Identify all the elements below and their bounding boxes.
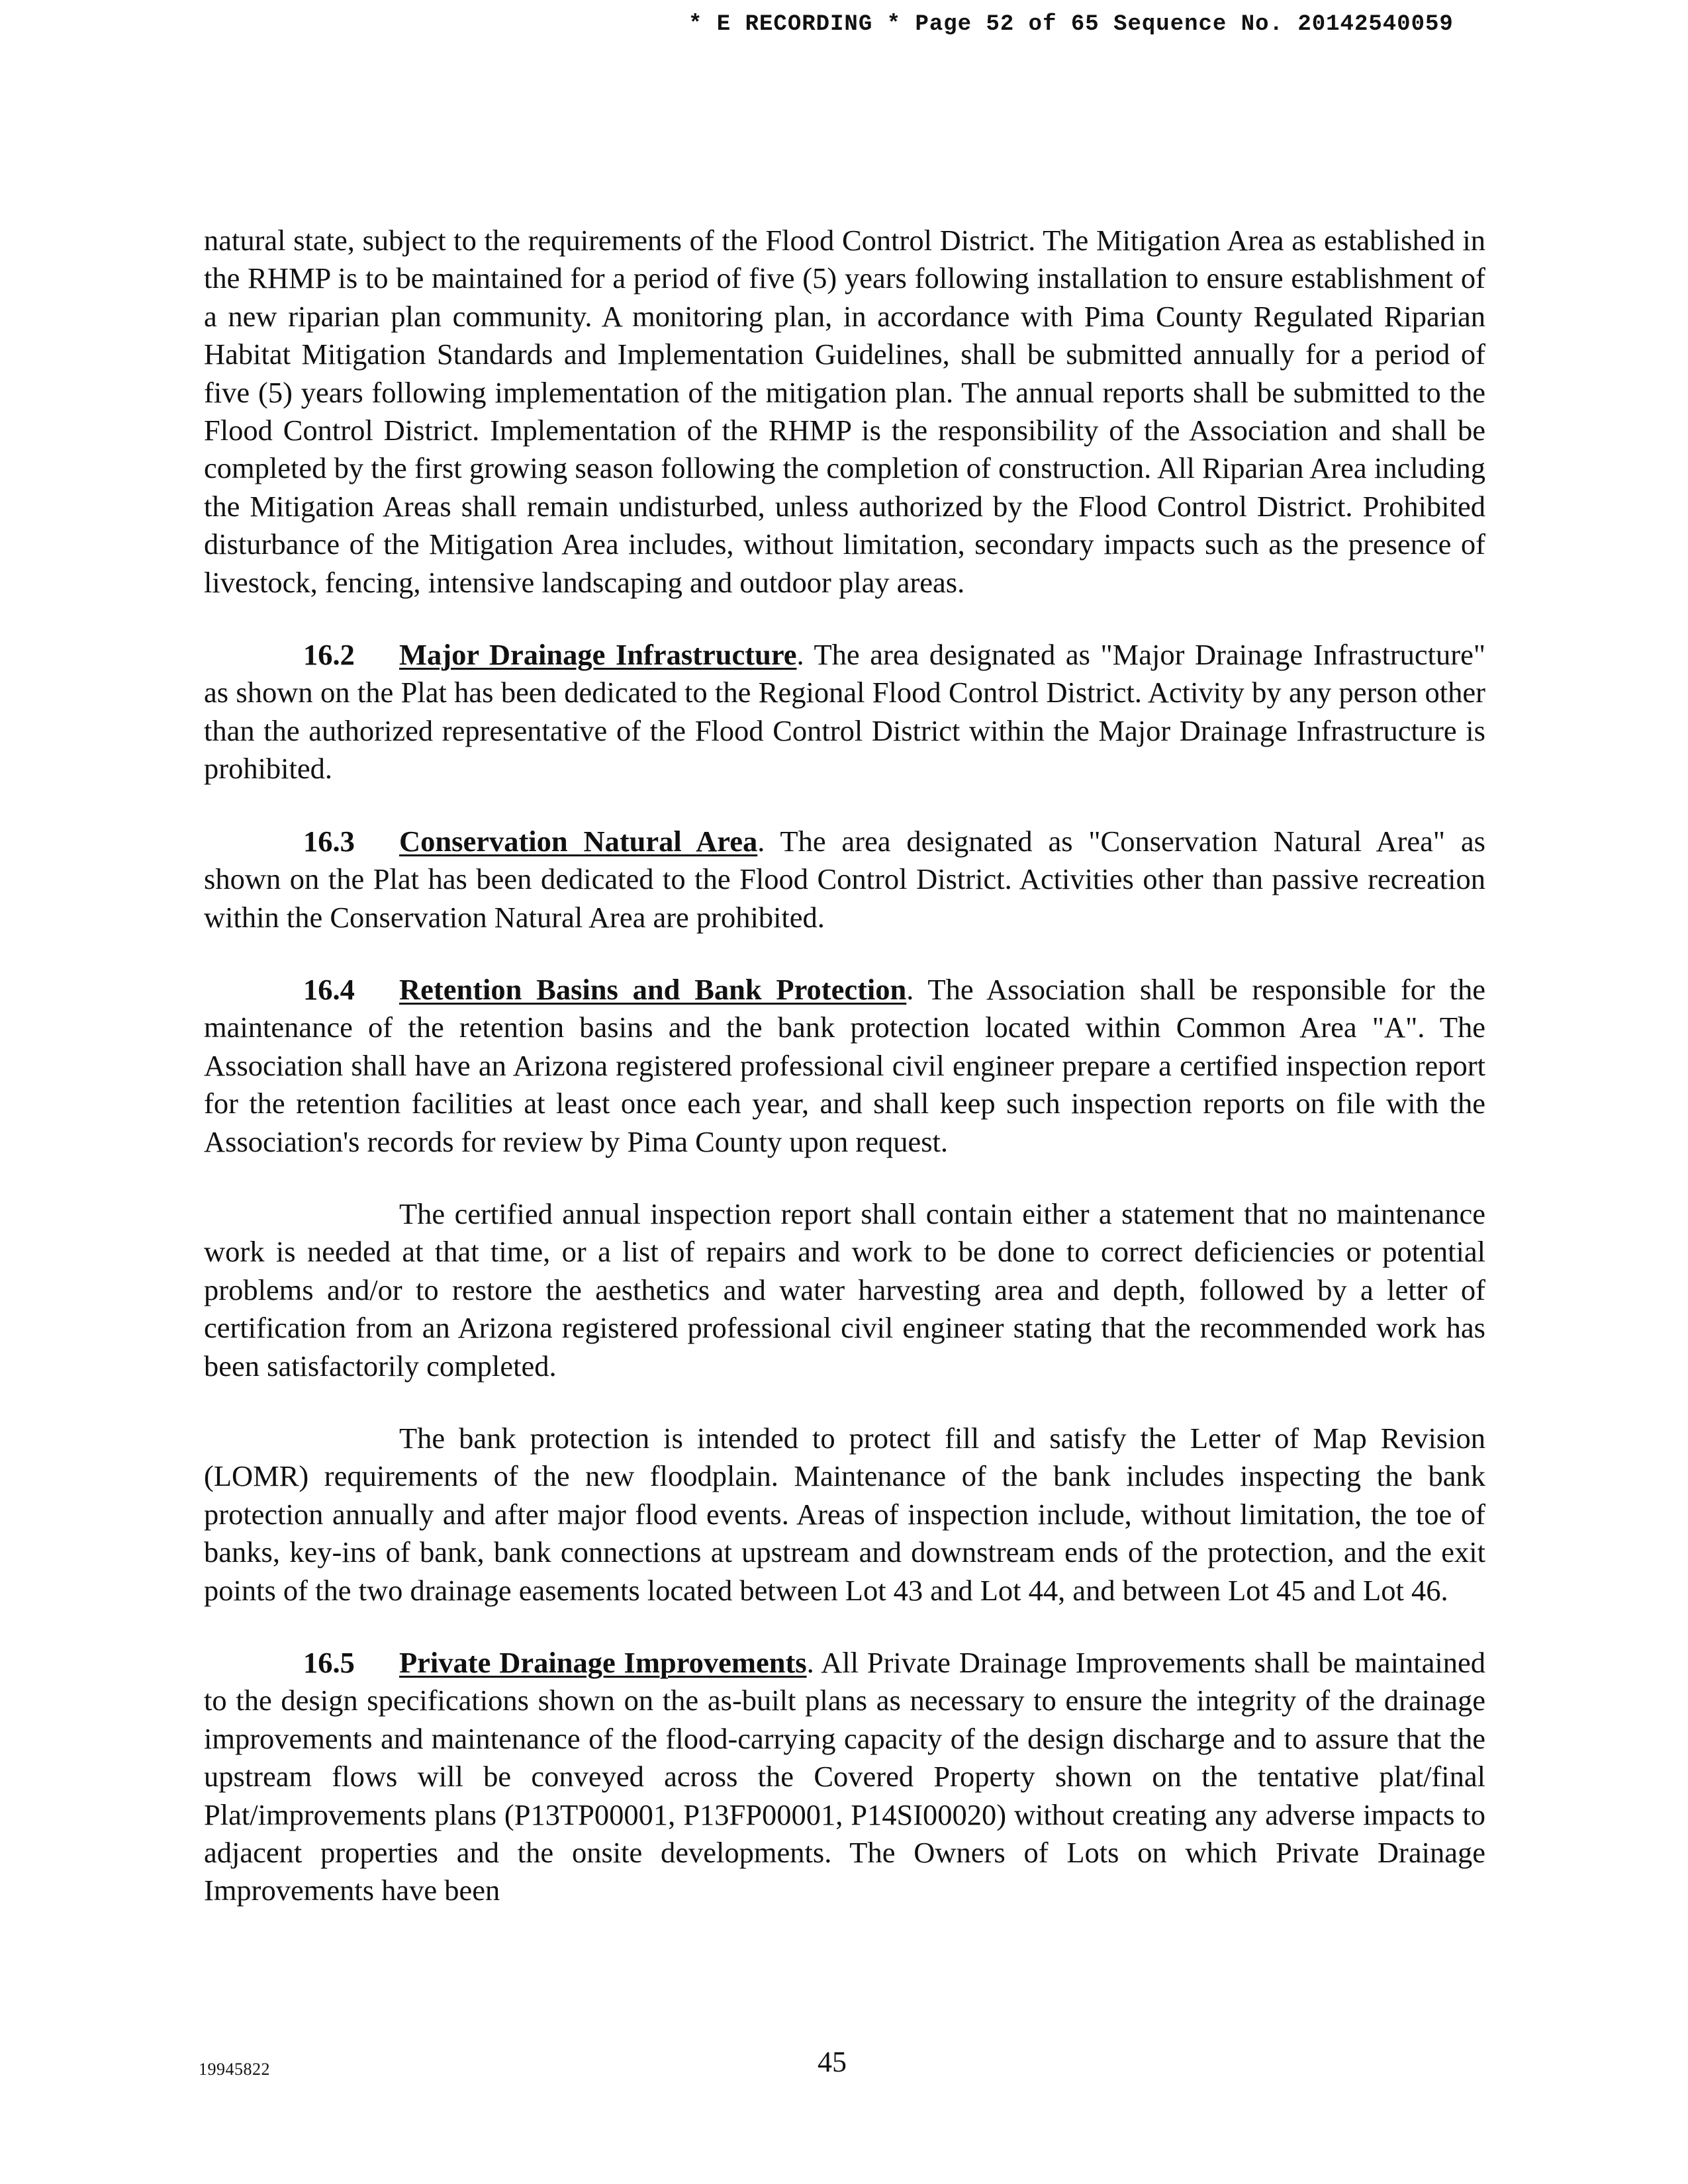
document-body [204, 222, 1485, 1910]
section-16-3: 16.3 Conservation Natural Area. The area designated as "Conservation Natural Area" as shown on the Plat has been dedicated to the Flood Control District. Activities other than passive recreation within the Conservation Natural Area are prohibited. [204, 823, 1485, 936]
section-number: 16.2 [303, 638, 355, 672]
continuation-paragraph: natural state, subject to the requirements of the Flood Control District. The Mitigation Area as established in the RHMP is to be maintained for a period of five (5) years following installation to ensure establishment of a new riparian plan community. A monitoring plan, in accordance with Pima County Regulated Riparian Habitat Mitigation Standards and Implementation Guidelines, shall be submitted annually for a period of five (5) years following implementation of the mitigation plan. The annual reports shall be submitted to the Flood Control District. Implementation of the RHMP is the responsibility of the Association and shall be completed by the first growing season following the completion of construction. All Riparian Area including the Mitigation Areas shall remain undisturbed, unless authorized by the Flood Control District. Prohibited disturbance of the Mitigation Area includes, without limitation, secondary impacts such as the presence of livestock, fencing, intensive landscaping and outdoor play areas. [204, 224, 1485, 599]
section-number: 16.5 [303, 1646, 355, 1679]
section-number: 16.4 [303, 972, 355, 1006]
section-16-2: 16.2 Major Drainage Infrastructure. The area designated as "Major Drainage Infrastructure" as shown on the Plat has been dedicated to the Regional Flood Control District. Activity by any person other than the authorized representative of the Flood Control District within the Major Drainage Infrastructure is prohibited. [204, 636, 1485, 788]
section-title: Retention Basins and Bank Protection [399, 972, 907, 1006]
section-text: All Private Drainage Improvements shall be maintained to the design specifications shown on the as-built plans as necessary to ensure the integrity of the drainage improvements and maintenance of the flood-carrying capacity of the design discharge and to assure that the upstream flows will be conveyed across the Covered Property shown on the tentative plat/final Plat/improvements plans (P13TP00001, P13FP00001, P14SI00020) without creating any adverse impacts to adjacent properties and the onsite developments. The Owners of Lots on which Private Drainage Improvements have been [204, 1646, 1485, 1907]
section-title: Major Drainage Infrastructure [399, 638, 797, 672]
section-16-4-bank-protection-paragraph: The bank protection is intended to protect fill and satisfy the Letter of Map Revision (LOMR) requirements of the new floodplain. Maintenance of the bank includes inspecting the bank protection annually and after major flood events. Areas of inspection include, without limitation, the toe of banks, key-ins of bank, bank connections at upstream and downstream ends of the protection, and the exit points of the two drainage easements located between Lot 43 and Lot 44, and between Lot 45 and Lot 46. [204, 1421, 1485, 1607]
section-title: Conservation Natural Area [399, 824, 758, 858]
section-16-4: 16.4 Retention Basins and Bank Protection. The Association shall be responsible for the maintenance of the retention basins and the bank protection located within Common Area "A". The Association shall have an Arizona registered professional civil engineer prepare a certified inspection report for the retention facilities at least once each year, and shall keep such inspection reports on file with the Association's records for review by Pima County upon request. [204, 971, 1485, 1161]
section-text: The area designated as "Major Drainage Infrastructure" as shown on the Plat has been dedicated to the Regional Flood Control District. Activity by any person other than the authorized representative of the Flood Control District within the Major Drainage Infrastructure is prohibited. [204, 638, 1486, 786]
footer-document-id: 19945822 [199, 2060, 270, 2079]
section-number: 16.3 [303, 824, 355, 858]
recording-header: * E RECORDING * Page 52 of 65 Sequence No. 20142540059 [688, 12, 1454, 37]
section-text: The area designated as "Conservation Natural Area" as shown on the Plat has been dedicated to the Flood Control District. Activities other than passive recreation within the Conservation Natural Area are prohibited. [204, 824, 1485, 934]
footer-page-number: 45 [818, 2046, 847, 2078]
section-16-4-inspection-paragraph: The certified annual inspection report shall contain either a statement that no maintenance work is needed at that time, or a list of repairs and work to be done to correct deficiencies or potential problems and/or to restore the aesthetics and water harvesting area and depth, followed by a letter of certification from an Arizona registered professional civil engineer stating that the recommended work has been satisfactorily completed. [204, 1197, 1485, 1383]
section-16-5: 16.5 Private Drainage Improvements. All Private Drainage Improvements shall be maintained to the design specifications shown on the as-built plans as necessary to ensure the integrity of the drainage improvements and maintenance of the flood-carrying capacity of the design discharge and to assure that the upstream flows will be conveyed across the Covered Property shown on the tentative plat/final Plat/improvements plans (P13TP00001, P13FP00001, P14SI00020) without creating any adverse impacts to adjacent properties and the onsite developments. The Owners of Lots on which Private Drainage Improvements have been [204, 1644, 1485, 1910]
section-title: Private Drainage Improvements [399, 1646, 807, 1679]
section-text: The Association shall be responsible for the maintenance of the retention basins and the bank protection located within Common Area "A". The Association shall have an Arizona registered professional civil engineer prepare a certified inspection report for the retention facilities at least once each year, and shall keep such inspection reports on file with the Association's records for review by Pima County upon request. [204, 972, 1486, 1158]
